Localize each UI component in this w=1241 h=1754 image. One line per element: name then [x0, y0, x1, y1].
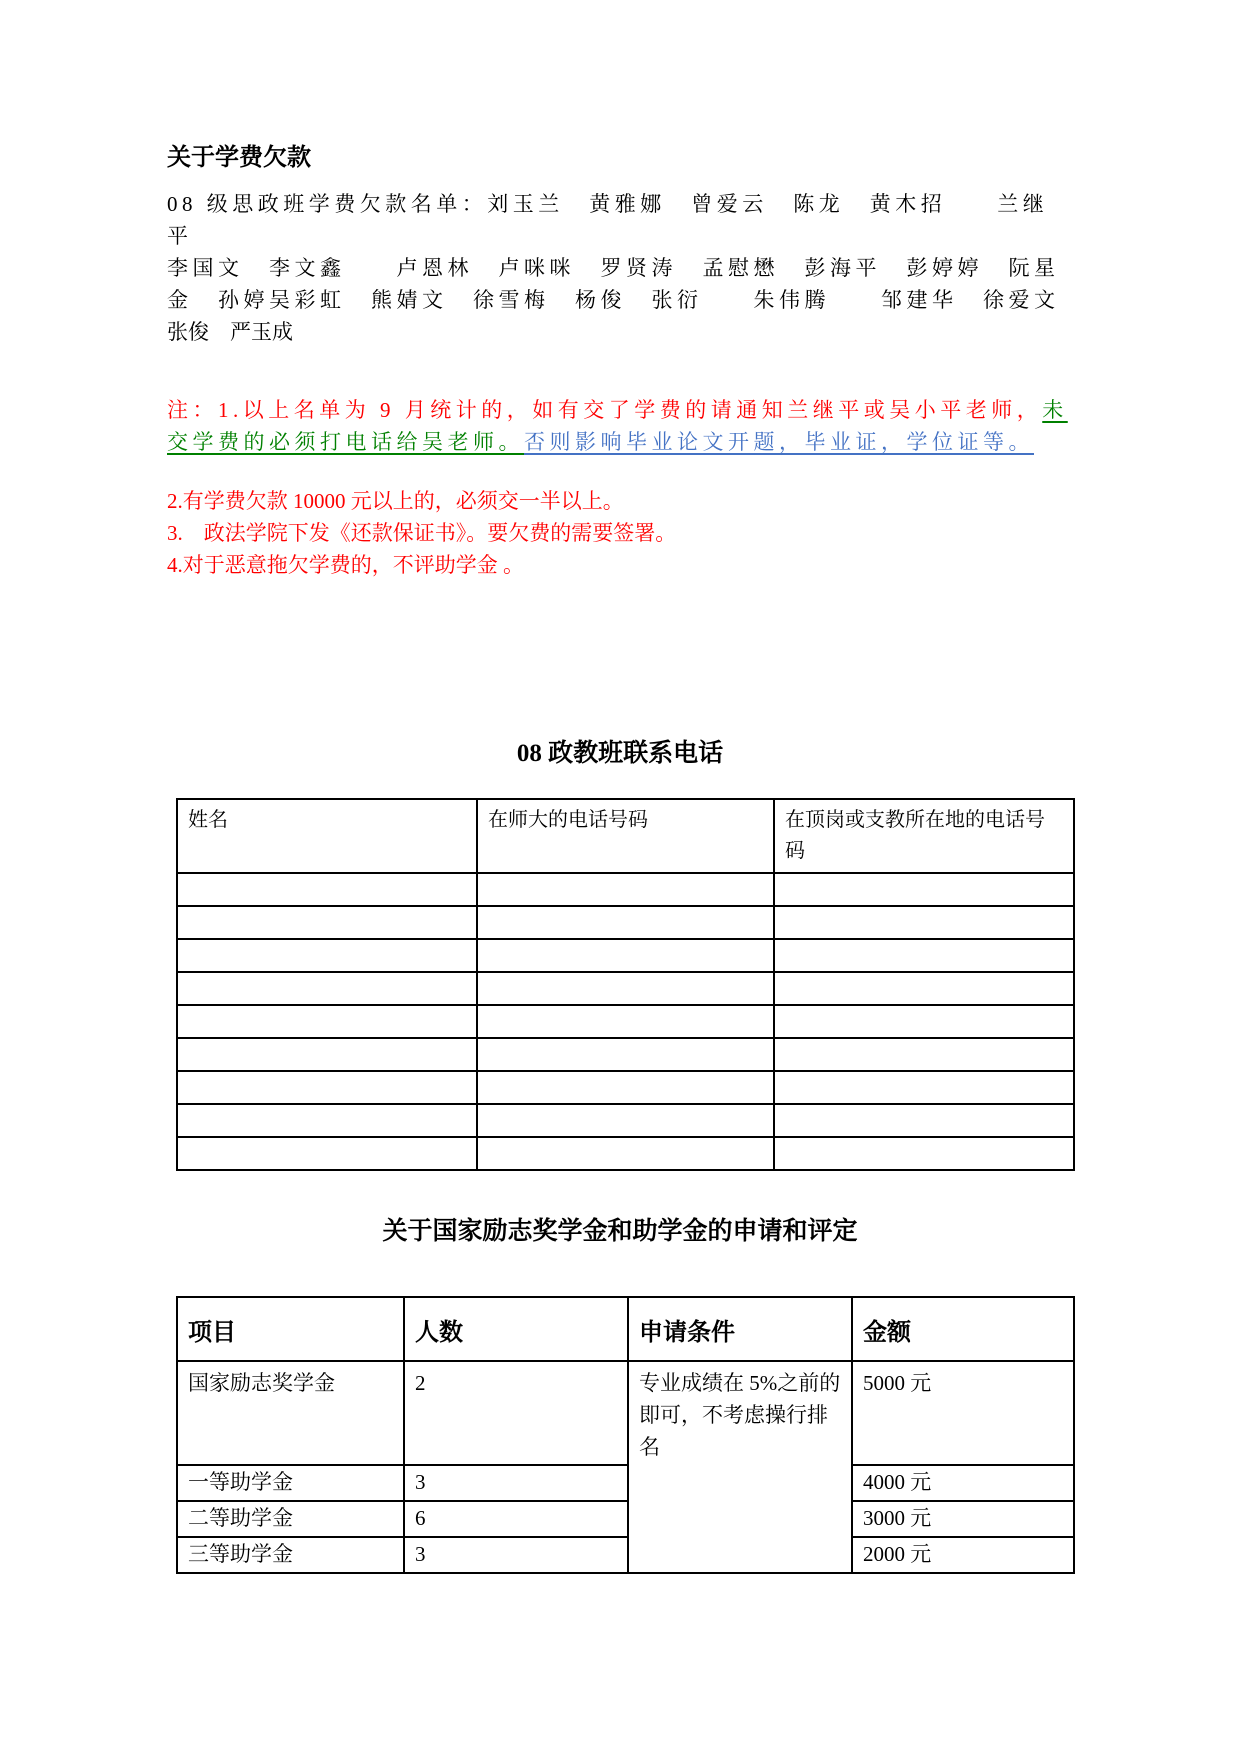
empty-cell: [477, 939, 774, 972]
note-1-red-text: 注：1.以上名单为 9 月统计的，如有交了学费的请通知兰继平或吴小平老师，: [167, 398, 1043, 422]
scholarship-item: 二等助学金: [177, 1501, 404, 1537]
empty-cell: [477, 906, 774, 939]
phone-table-empty-row: [177, 1104, 1074, 1137]
phone-table-empty-row: [177, 939, 1074, 972]
scholarship-row-national: [177, 1361, 1074, 1465]
note-1-line-1: [167, 394, 1073, 426]
empty-cell: [177, 1104, 477, 1137]
section1-title: 关于学费欠款: [167, 145, 311, 171]
scholarship-header-amount: 金额: [852, 1297, 1074, 1361]
empty-cell: [177, 1005, 477, 1038]
empty-cell: [774, 1137, 1074, 1170]
empty-cell: [774, 939, 1074, 972]
note-1-blue-text: 否则影响毕业论文开题，毕业证，学位证等。: [524, 430, 1034, 454]
scholarship-amount: 5000 元: [852, 1361, 1074, 1465]
empty-cell: [477, 1104, 774, 1137]
phone-table-empty-row: [177, 873, 1074, 906]
name-list-line-2: 李国文 李文鑫 卢恩林 卢咪咪 罗贤涛 孟慰懋 彭海平 彭婷婷 阮星: [167, 256, 1060, 280]
phone-table-empty-row: [177, 1005, 1074, 1038]
scholarship-count: 3: [404, 1465, 628, 1501]
empty-cell: [774, 1038, 1074, 1071]
notes-block: [167, 394, 1073, 581]
note-1-green-text: 未: [1042, 398, 1068, 422]
scholarship-row-grant-1: [177, 1465, 1074, 1501]
empty-cell: [177, 1071, 477, 1104]
empty-cell: [774, 1104, 1074, 1137]
debtor-name-list: [167, 188, 1073, 348]
scholarship-item: 三等助学金: [177, 1537, 404, 1573]
empty-cell: [177, 873, 477, 906]
scholarship-item: 国家励志奖学金: [177, 1361, 404, 1465]
scholarship-amount: 2000 元: [852, 1537, 1074, 1573]
phone-table-empty-row: [177, 1137, 1074, 1170]
phone-table: [176, 798, 1075, 1171]
phone-table-empty-row: [177, 906, 1074, 939]
name-list-line-3: 金 孙婷吴彩虹 熊婧文 徐雪梅 杨俊 张衍 朱伟腾 邹建华 徐爱文: [167, 288, 1060, 312]
note-2: 2.有学费欠款 10000 元以上的，必须交一半以上。: [167, 489, 624, 513]
empty-cell: [177, 972, 477, 1005]
note-1-line-2: [167, 426, 1073, 458]
section3-title: 关于国家励志奖学金和助学金的申请和评定: [382, 1218, 858, 1245]
empty-cell: [177, 1137, 477, 1170]
empty-cell: [177, 939, 477, 972]
phone-table-header-row: [177, 799, 1074, 873]
name-list-line-4: 张俊 严玉成: [167, 320, 293, 344]
phone-table-empty-row: [177, 1038, 1074, 1071]
empty-cell: [477, 1137, 774, 1170]
empty-cell: [477, 1038, 774, 1071]
empty-cell: [774, 1005, 1074, 1038]
scholarship-count: 2: [404, 1361, 628, 1465]
phone-table-header-name: 姓名: [177, 799, 477, 873]
scholarship-table-header-row: [177, 1297, 1074, 1361]
scholarship-header-item: 项目: [177, 1297, 404, 1361]
scholarship-item: 一等助学金: [177, 1465, 404, 1501]
scholarship-amount: 4000 元: [852, 1465, 1074, 1501]
scholarship-row-grant-3: [177, 1537, 1074, 1573]
empty-cell: [477, 972, 774, 1005]
scholarship-amount: 3000 元: [852, 1501, 1074, 1537]
empty-cell: [477, 1071, 774, 1104]
scholarship-count: 3: [404, 1537, 628, 1573]
phone-table-empty-row: [177, 1071, 1074, 1104]
scholarship-condition: 专业成绩在 5%之前的即可，不考虑操行排名: [628, 1361, 852, 1573]
empty-cell: [774, 972, 1074, 1005]
note-4: 4.对于恶意拖欠学费的，不评助学金 。: [167, 553, 524, 577]
note-3: 3. 政法学院下发《还款保证书》。要欠费的需要签署。: [167, 521, 677, 545]
phone-table-header-campus-phone: 在师大的电话号码: [477, 799, 774, 873]
scholarship-header-condition: 申请条件: [628, 1297, 852, 1361]
scholarship-header-count: 人数: [404, 1297, 628, 1361]
note-1-green-continued: 交学费的必须打电话给吴老师。: [167, 430, 524, 454]
section2-title: 08 政教班联系电话: [516, 740, 724, 767]
empty-cell: [477, 1005, 774, 1038]
empty-cell: [774, 873, 1074, 906]
empty-cell: [477, 873, 774, 906]
phone-table-empty-row: [177, 972, 1074, 1005]
phone-table-header-placement-phone: 在顶岗或支教所在地的电话号码: [774, 799, 1074, 873]
empty-cell: [177, 1038, 477, 1071]
empty-cell: [177, 906, 477, 939]
empty-cell: [774, 1071, 1074, 1104]
scholarship-count: 6: [404, 1501, 628, 1537]
scholarship-row-grant-2: [177, 1501, 1074, 1537]
scholarship-table: [176, 1296, 1075, 1574]
name-list-line-1: 08 级思政班学费欠款名单：刘玉兰 黄雅娜 曾爱云 陈龙 黄木招 兰继平: [167, 192, 1049, 248]
empty-cell: [774, 906, 1074, 939]
